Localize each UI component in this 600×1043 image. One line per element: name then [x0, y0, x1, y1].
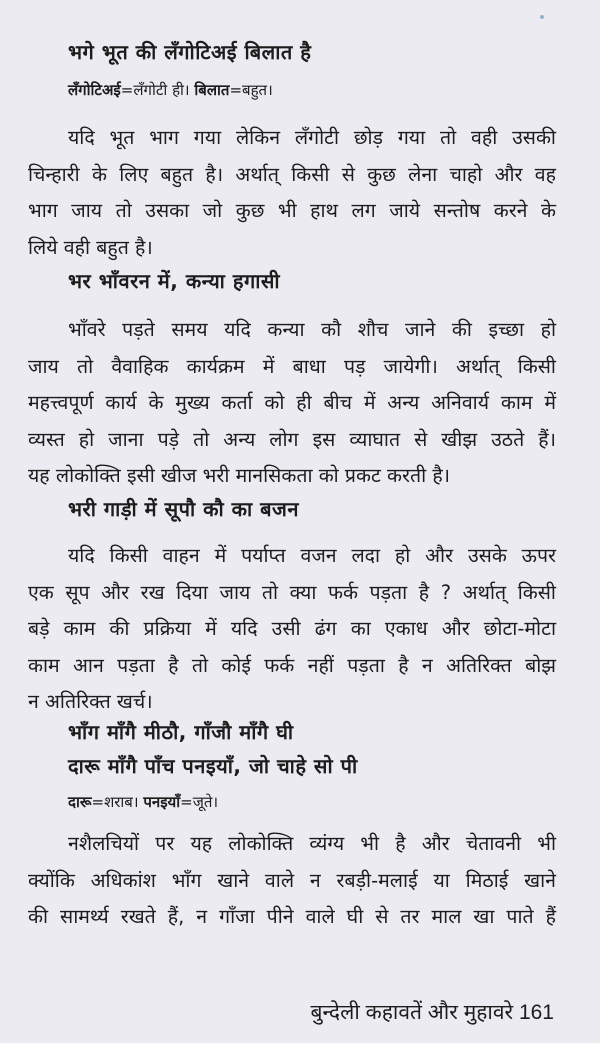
paragraph-line: न अतिरिक्त खर्च।: [28, 690, 153, 713]
explanation-paragraph-2: [28, 312, 556, 495]
proverb-heading-4-line-2: दारू माँगै पाँच पनइयाँ, जो चाहे सो पी: [68, 754, 358, 778]
paragraph-line: बड़े काम की प्रक्रिया में यदि उसी ढंग का एकाध और छोटा-मोटा: [28, 617, 556, 640]
gloss-term: पनइयाँ: [143, 793, 181, 811]
proverb-heading-2: भर भाँवरन में, कन्या हगासी: [68, 269, 281, 293]
gloss-term: लँगोटिअई: [68, 81, 121, 99]
paragraph-line: यदि किसी वाहन में पर्याप्त वजन लदा हो और उसके ऊपर: [68, 544, 556, 567]
gloss-term: बिलात: [194, 81, 230, 99]
gloss-line-1: [68, 80, 273, 100]
ink-speck: [540, 15, 544, 19]
gloss-meaning: =बहुत।: [229, 81, 273, 99]
paragraph-line: क्योंकि अधिकांश भाँग खाने वाले न रबड़ी-मलाई या मिठाई खाने: [28, 868, 556, 892]
paragraph-line: यदि भूत भाग गया लेकिन लँगोटी छोड़ गया तो वही उसकी: [68, 126, 556, 149]
paragraph-line: भाग जाय तो उसका जो कुछ भी हाथ लग जाये सन्तोष करने के: [28, 199, 556, 222]
gloss-term: दारू: [68, 793, 92, 811]
gloss-meaning: =शराब।: [91, 793, 139, 811]
paragraph-line: की सामर्थ्य रखते हैं, न गाँजा पीने वाले घी से तर माल खा पाते हैं: [28, 905, 556, 928]
gloss-meaning: =लँगोटी ही।: [120, 81, 190, 99]
paragraph-line: महत्त्वपूर्ण कार्य के मुख्य कर्ता को ही बीच में अन्य अनिवार्य काम में: [28, 391, 556, 414]
paragraph-line: जाय तो वैवाहिक कार्यक्रम में बाधा पड़ जायेगी। अर्थात् किसी: [28, 354, 556, 378]
explanation-paragraph-1: [28, 120, 556, 266]
gloss-meaning: =जूते।: [180, 793, 219, 811]
proverb-heading-4: भाँग माँगै मीठौ, गाँजौ माँगै घी: [68, 720, 294, 744]
paragraph-line: भाँवरे पड़ते समय यदि कन्या कौ शौच जाने की इच्छा हो: [68, 318, 556, 341]
paragraph-line: काम आन पड़ता है तो कोई फर्क नहीं पड़ता है न अतिरिक्त बोझ: [28, 653, 556, 677]
explanation-paragraph-4: [28, 826, 556, 936]
page-footer: बुन्देली कहावतें और मुहावरे 161: [310, 1001, 554, 1024]
gloss-line-4: [68, 792, 218, 812]
paragraph-line: चिन्हारी के लिए बहुत है। अर्थात् किसी से कुछ लेना चाहो और वह: [28, 162, 556, 186]
paragraph-line: नशैलचियों पर यह लोकोक्ति व्यंग्य भी है और चेतावनी भी: [68, 832, 556, 855]
proverb-heading-1: भगे भूत की लँगोटिअई बिलात है: [68, 40, 312, 64]
paragraph-line: एक सूप और रख दिया जाय तो क्या फर्क पड़ता है ? अर्थात् किसी: [28, 580, 556, 604]
paragraph-line: लिये वही बहुत है।: [28, 235, 153, 259]
paragraph-line: यह लोकोक्ति इसी खीज भरी मानसिकता को प्रकट करती है।: [28, 464, 451, 487]
proverb-heading-3: भरी गाड़ी में सूपौ कौ का बजन: [68, 497, 299, 521]
explanation-paragraph-3: [28, 538, 556, 721]
paragraph-line: व्यस्त हो जाना पड़े तो अन्य लोग इस व्याघात से खीझ उठते हैं।: [28, 427, 556, 451]
